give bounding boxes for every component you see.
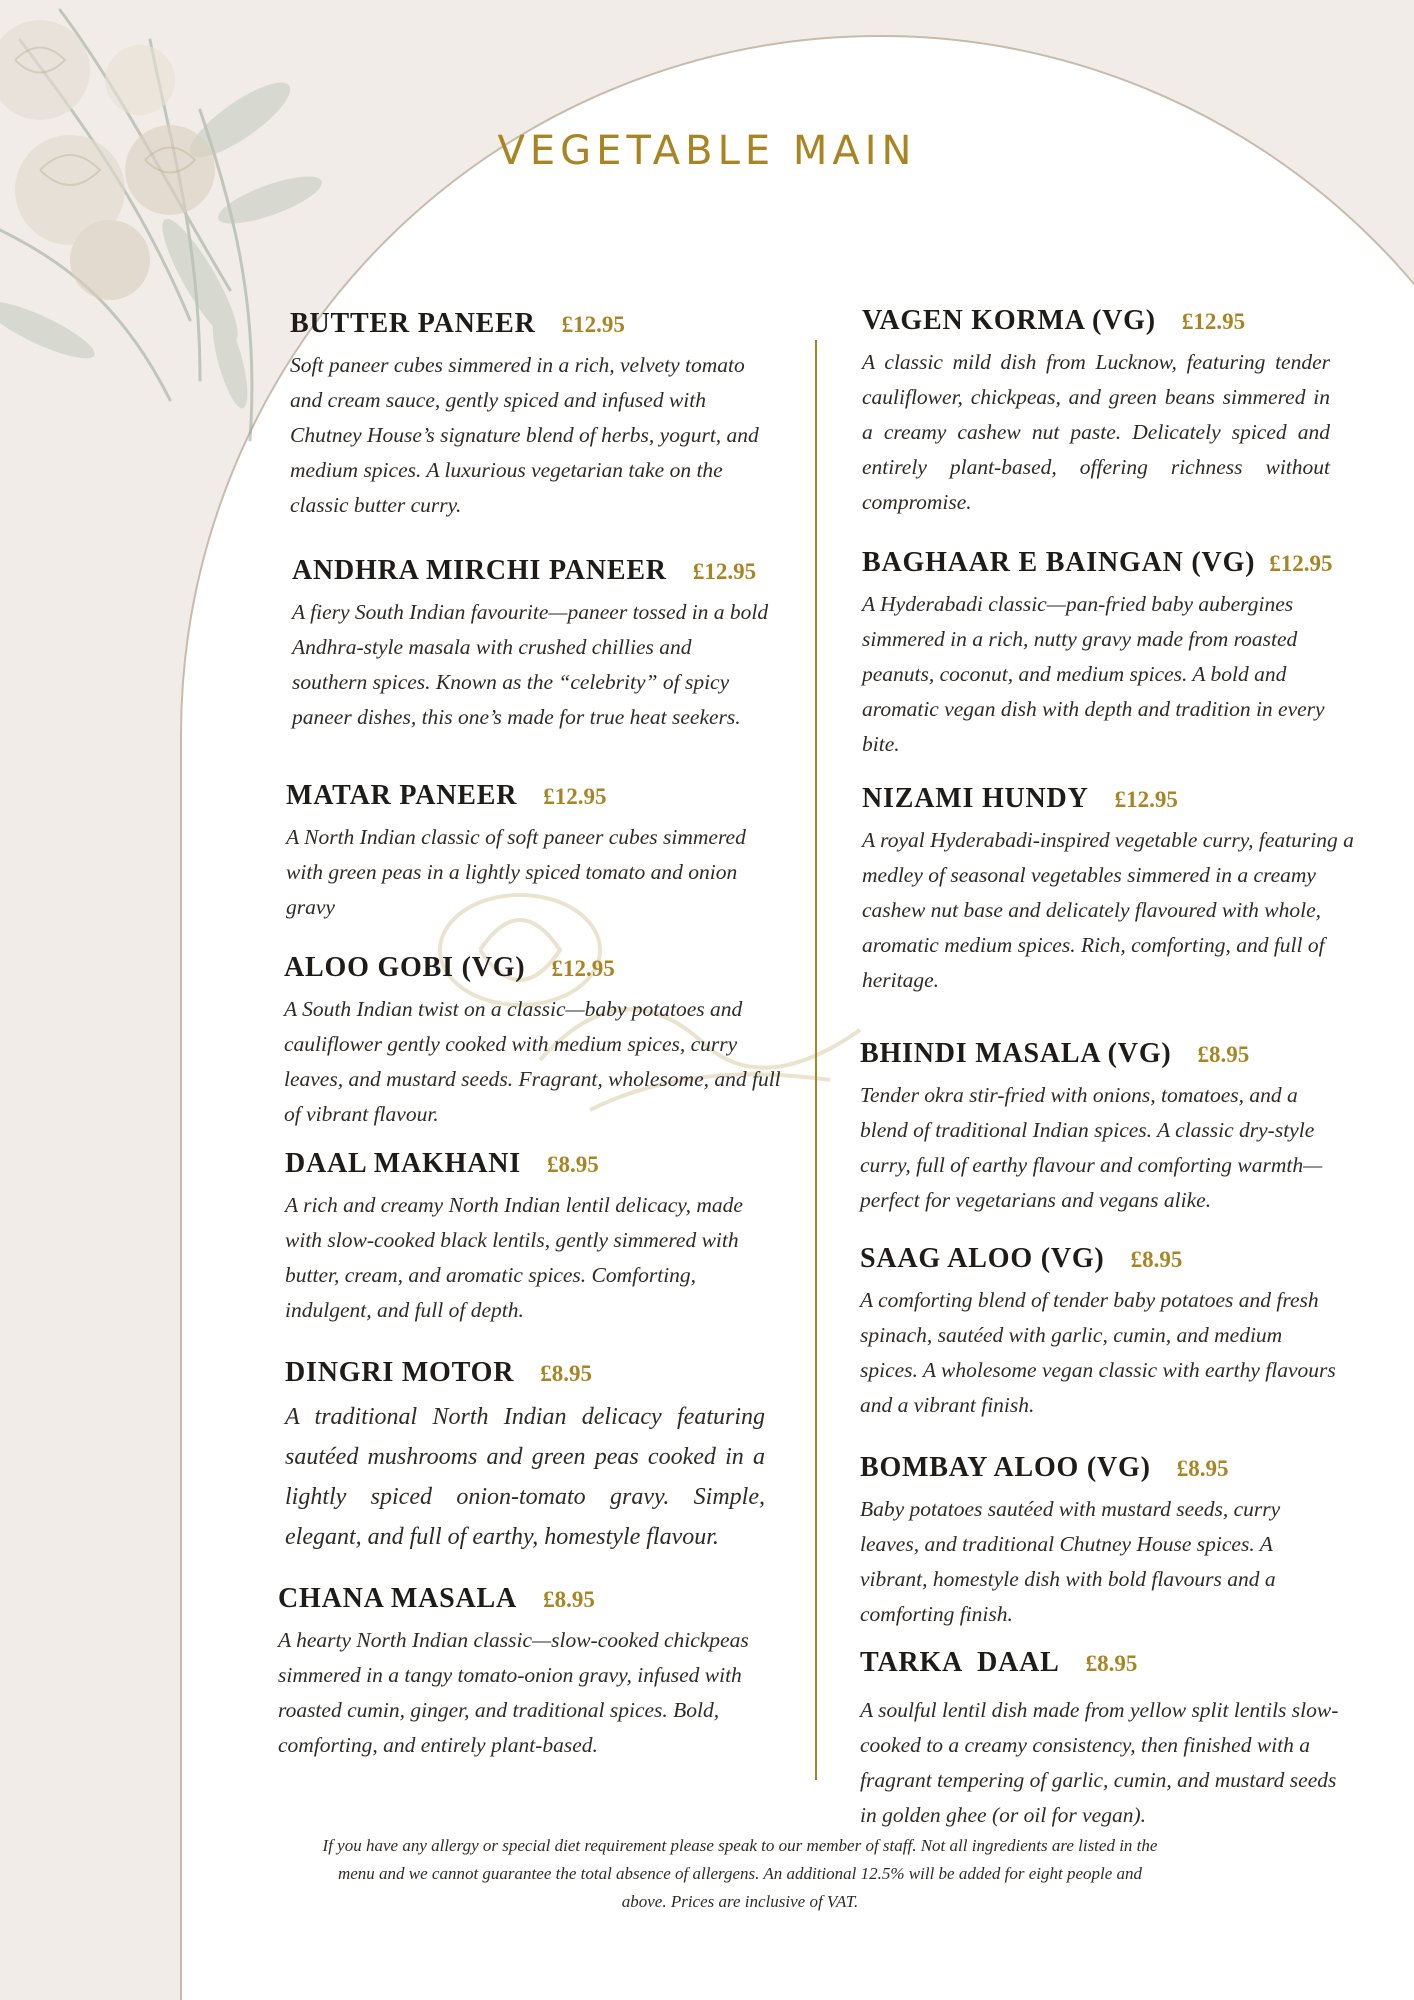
item-name: BAGHAAR E BAINGAN (VG) — [862, 547, 1256, 578]
menu-item — [860, 1647, 1350, 1833]
menu-item — [290, 308, 770, 523]
item-price: £12.95 — [692, 559, 757, 584]
item-description: Soft paneer cubes simmered in a rich, velvety tomato and cream sauce, gently spiced and infused with Chutney House’s signature blend of herbs, yogurt, and medium spices. A luxurious vegetarian take on the classic butter curry. — [290, 353, 759, 517]
menu-item — [286, 780, 786, 925]
allergy-notice: If you have any allergy or special diet requirement please speak to our member of staff. Not all ingredients are listed in the menu and we cannot guarantee the total absence of allergens. An additional 12.5% will be added for eight people and above. Prices are inclusive of VAT. — [322, 1836, 1158, 1911]
item-description: Tender okra stir-fried with onions, tomatoes, and a blend of traditional Indian spices. A classic dry-style curry, full of earthy flavour and comforting warmth—perfect for vegetarians and vegans alike. — [860, 1083, 1323, 1212]
item-price: £8.95 — [1085, 1651, 1138, 1676]
item-price: £12.95 — [543, 784, 607, 809]
item-description: A comforting blend of tender baby potatoes and fresh spinach, sautéed with garlic, cumin, and medium spices. A wholesome vegan classic with earthy flavours and a vibrant finish. — [860, 1288, 1336, 1417]
menu-item — [860, 1243, 1340, 1423]
menu-item — [862, 305, 1330, 520]
item-description: A classic mild dish from Lucknow, featuring tender cauliflower, chickpeas, and green beans simmered in a creamy cashew nut paste. Delicately spiced and entirely plant-based, offering richness without compromise. — [862, 350, 1330, 514]
item-description: A royal Hyderabadi-inspired vegetable curry, featuring a medley of seasonal vegetables simmered in a creamy cashew nut base and delicately flavoured with whole, aromatic medium spices. Rich, comforting, and full of heritage. — [862, 828, 1354, 992]
menu-item — [862, 783, 1362, 998]
item-description: A North Indian classic of soft paneer cubes simmered with green peas in a lightly spiced tomato and onion gravy — [286, 825, 746, 919]
item-name: ALOO GOBI (VG) — [284, 952, 526, 983]
item-description: A traditional North Indian delicacy featuring sautéed mushrooms and green peas cooked in a lightly spiced onion-tomato gravy. Simple, elegant, and full of earthy, homestyle flavour. — [285, 1404, 765, 1550]
item-price: £8.95 — [1197, 1042, 1250, 1067]
menu-item — [862, 547, 1342, 762]
item-name: BHINDI MASALA (VG) — [860, 1038, 1172, 1069]
item-name: ANDHRA MIRCHI PANEER — [292, 555, 667, 586]
item-description: A soulful lentil dish made from yellow split lentils slow-cooked to a creamy consistency, then finished with a fragrant tempering of garlic, cumin, and mustard seeds in golden ghee (or oil for vegan). — [860, 1698, 1339, 1827]
item-description: A fiery South Indian favourite—paneer tossed in a bold Andhra-style masala with crushed chillies and southern spices. Known as the “celebrity” of spicy paneer dishes, this one’s made for true heat seekers. — [292, 600, 769, 729]
item-name: SAAG ALOO (VG) — [860, 1243, 1105, 1274]
item-price: £8.95 — [543, 1587, 595, 1612]
floral-decoration-icon — [0, 0, 330, 520]
menu-item — [285, 1357, 765, 1557]
menu-item — [292, 555, 772, 735]
item-name: CHANA MASALA — [278, 1583, 518, 1614]
menu-item — [860, 1452, 1340, 1632]
item-description: A rich and creamy North Indian lentil delicacy, made with slow-cooked black lentils, gently simmered with butter, cream, and aromatic spices. Comforting, indulgent, and full of depth. — [285, 1193, 743, 1322]
item-name: BUTTER PANEER — [290, 308, 536, 339]
item-name: VAGEN KORMA (VG) — [862, 305, 1156, 336]
page-title: VEGETABLE MAIN — [497, 128, 917, 174]
item-description: Baby potatoes sautéed with mustard seeds, curry leaves, and traditional Chutney House spices. A vibrant, homestyle dish with bold flavours and a comforting finish. — [860, 1497, 1281, 1626]
item-price: £12.95 — [1181, 309, 1246, 334]
item-name: MATAR PANEER — [286, 780, 518, 811]
item-price: £12.95 — [561, 312, 625, 337]
menu-item — [285, 1148, 765, 1328]
item-name: DAAL MAKHANI — [285, 1148, 521, 1179]
item-price: £8.95 — [546, 1152, 599, 1177]
item-description: A South Indian twist on a classic—baby potatoes and cauliflower gently cooked with medium spices, curry leaves, and mustard seeds. Fragrant, wholesome, and full of vibrant flavour. — [284, 997, 781, 1126]
item-name: BOMBAY ALOO (VG) — [860, 1452, 1151, 1483]
item-description: A hearty North Indian classic—slow-cooked chickpeas simmered in a tangy tomato-onion gravy, infused with roasted cumin, ginger, and traditional spices. Bold, comforting, and entirely plant-based. — [278, 1628, 749, 1757]
item-price: £8.95 — [1130, 1247, 1183, 1272]
item-price: £8.95 — [1176, 1456, 1229, 1481]
item-description: A Hyderabadi classic—pan-fried baby aubergines simmered in a rich, nutty gravy made from roasted peanuts, coconut, and medium spices. A bold and aromatic vegan dish with depth and tradition in every bite. — [862, 592, 1325, 756]
item-name: DINGRI MOTOR — [285, 1357, 515, 1388]
menu-item — [284, 952, 784, 1132]
item-name: TARKA DAAL — [860, 1647, 1060, 1678]
column-divider — [815, 340, 817, 1780]
item-price: £8.95 — [540, 1361, 592, 1386]
item-price: £12.95 — [551, 956, 615, 981]
menu-item — [278, 1583, 788, 1763]
item-price: £12.95 — [1114, 787, 1178, 812]
item-name: NIZAMI HUNDY — [862, 783, 1089, 814]
item-price: £12.95 — [1269, 551, 1333, 576]
menu-item — [860, 1038, 1340, 1218]
